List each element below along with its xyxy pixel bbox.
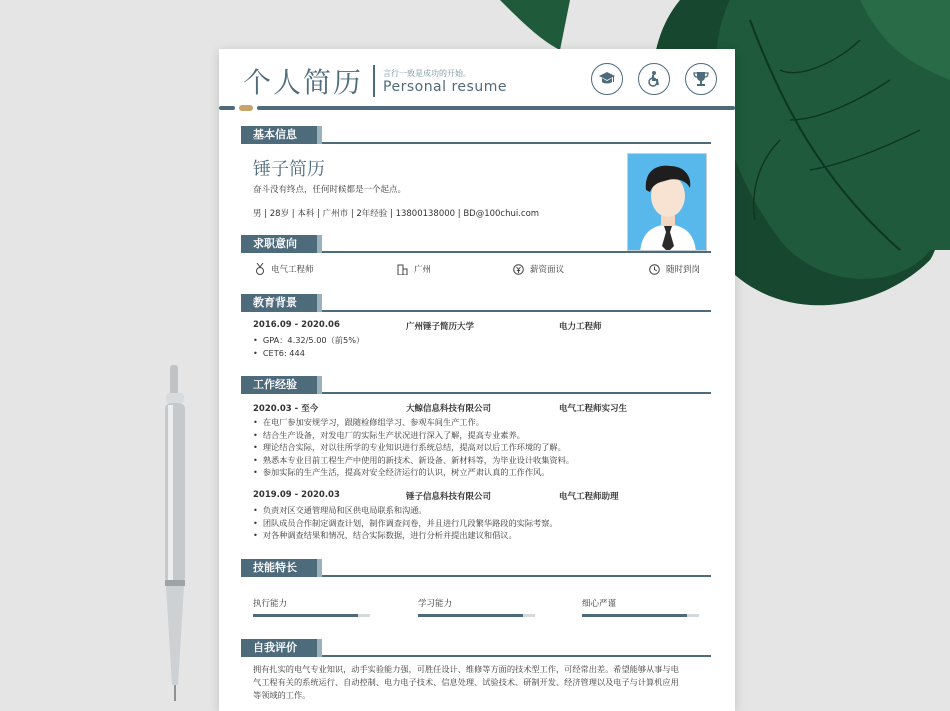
work-period: 2019.09 - 2020.03 [253,490,340,500]
list-item: • GPA：4.32/5.00（前5%） [253,334,364,347]
self-eval-line: 等领域的工作。 [253,690,311,700]
edu-major: 电力工程师 [559,322,602,332]
work-title: 电气工程师实习生 [559,404,628,414]
yen-icon [513,264,524,275]
edu-school: 广州锤子简历大学 [406,322,475,332]
section-self [241,639,711,657]
intent-position-label: 电气工程师 [271,265,314,275]
header-subtitle [383,68,507,95]
work-company: 锤子信息科技有限公司 [406,492,492,502]
self-eval-line: 拥有扎实的电气专业知识，动手实验能力强，可胜任设计、维修等方面的技术型工作，可经常出差。希望能够从事与电 [253,664,679,674]
section-title: 自我评价 [241,639,317,657]
resume-title: 个人简历 [243,66,364,99]
edu-period: 2016.09 - 2020.06 [253,320,340,330]
section-title: 技能特长 [241,559,317,577]
list-item: • 团队成员合作制定调查计划，制作调查问卷，并且进行几段繁华路段的实际考察。 [253,517,558,530]
work-title: 电气工程师助理 [559,492,619,502]
intent-availability-label: 随时到岗 [666,265,701,275]
section-basic [241,126,711,144]
pen-decoration [160,365,190,705]
work-company: 大鲸信息科技有限公司 [406,404,492,414]
edu-list [253,334,364,359]
section-title: 教育背景 [241,294,317,312]
section-title: 基本信息 [241,126,317,144]
intent-availability [649,263,700,275]
skill-name: 学习能力 [418,599,453,609]
profile-photo [627,153,707,251]
list-item: • 在电厂参加安规学习，跟随检修组学习、参观车间生产工作。 [253,416,574,429]
list-item: • 理论结合实际，对以往所学的专业知识进行系统总结，提高对以后工作环境的了解。 [253,441,574,454]
list-item: • 结合生产设备，对发电厂的实际生产状况进行深入了解，提高专业素养。 [253,429,574,442]
intent-city-label: 广州 [414,265,432,275]
skill-bar [253,614,370,617]
candidate-name: 锤子简历 [253,159,325,180]
wheelchair-icon [638,63,670,95]
section-intent [241,235,627,253]
intent-city [397,263,431,275]
graduation-cap-icon [591,63,623,95]
trophy-icon [685,63,717,95]
self-eval-line: 气工程有关的系统运行、自动控制、电力电子技术、信息处理、试验技术、研制开发、经济管理以及电子与计算机应用 [253,677,679,687]
resume-header [243,61,507,101]
work-list [253,504,558,542]
clock-icon [649,264,660,275]
list-item: • 对各种调查结果和情况，结合实际数据，进行分析并提出建议和倡议。 [253,529,558,542]
skill-name: 执行能力 [253,599,288,609]
self-evaluation [253,663,679,702]
skill-name: 细心严谨 [582,599,617,609]
list-item: • CET6: 444 [253,347,364,360]
skill-fill [418,614,523,617]
section-title: 工作经验 [241,376,317,394]
work-list [253,416,574,479]
intent-position [255,263,314,275]
header-bar [219,105,735,111]
section-work [241,376,711,394]
section-education [241,294,711,312]
resume-paper [219,49,735,711]
header-slogan: 言行一致是成功的开始。 [383,68,472,78]
list-item: • 熟悉本专业目前工程生产中使用的新技术、新设备、新材料等，为毕业设计收集资料。 [253,454,574,467]
skill-bar [418,614,535,617]
section-skills [241,559,711,577]
list-item: • 参加实际的生产生活，提高对安全经济运行的认识，树立严肃认真的工作作风。 [253,466,574,479]
title-divider [373,65,375,97]
header-icons [591,63,717,95]
skill-fill [253,614,358,617]
candidate-motto: 奋斗没有终点，任何时候都是一个起点。 [253,185,407,195]
header-english-title: Personal resume [383,78,507,95]
medal-icon [255,263,265,275]
intent-salary-label: 薪资面议 [530,265,565,275]
skill-fill [582,614,687,617]
section-title: 求职意向 [241,235,317,253]
building-icon [397,264,408,275]
work-period: 2020.03 - 至今 [253,404,319,414]
intent-salary [513,263,564,275]
list-item: • 负责对区交通管理局和区供电局联系和沟通。 [253,504,558,517]
candidate-details: 男 | 28岁 | 本科 | 广州市 | 2年经验 | 13800138000 | BD@100chui.com [253,209,540,219]
skill-bar [582,614,699,617]
